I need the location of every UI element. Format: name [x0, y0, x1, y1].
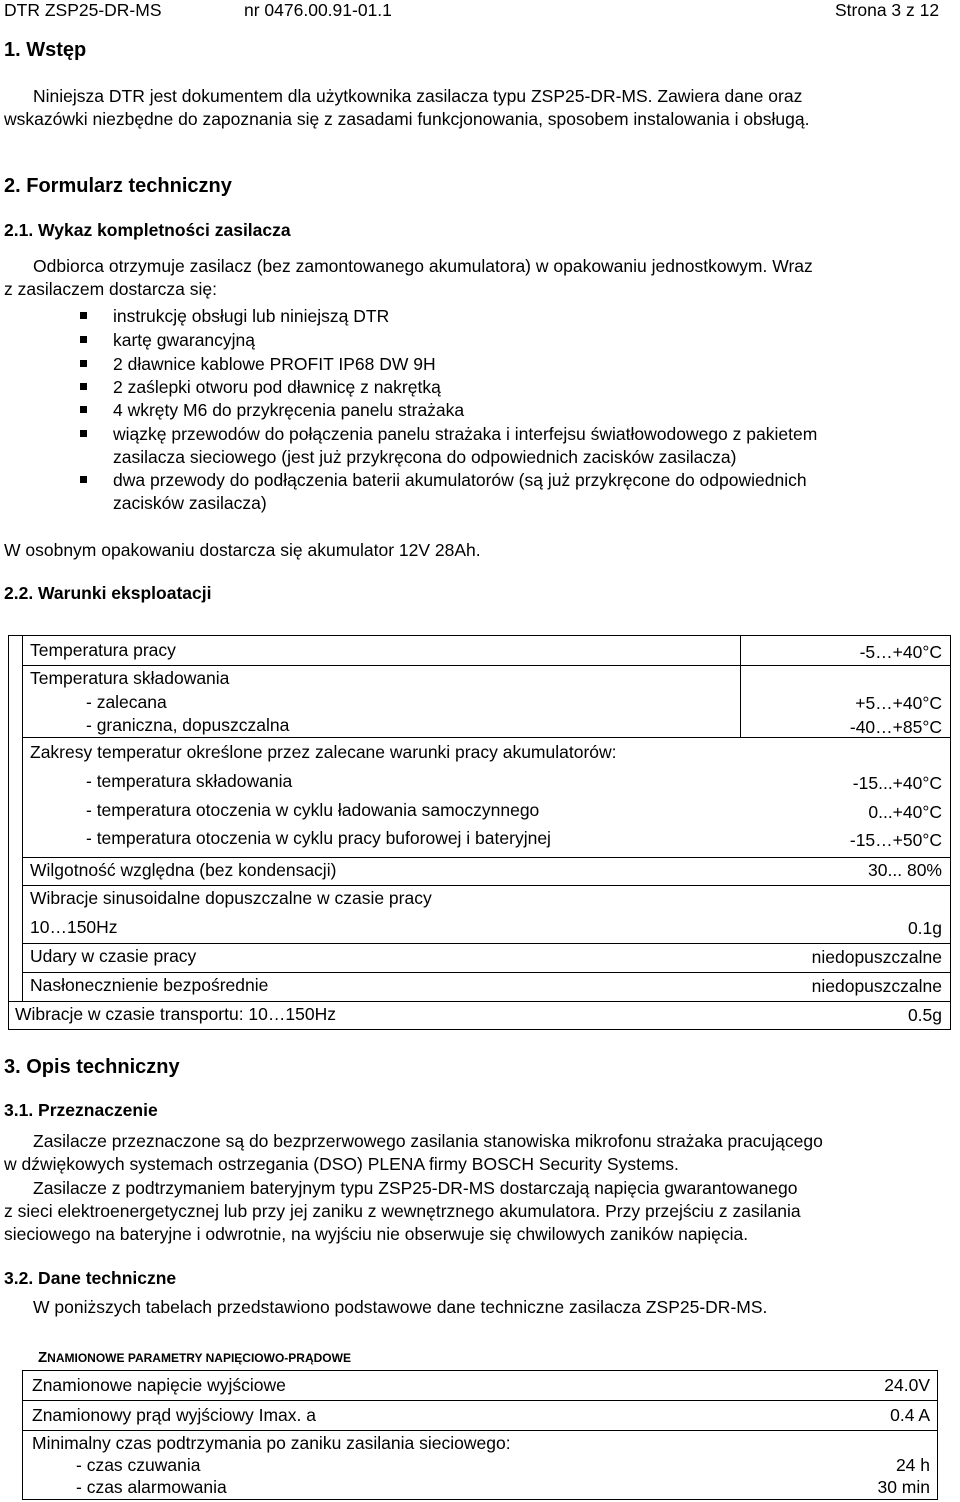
- t-skladowania-value: -15...+40°C: [852, 773, 942, 793]
- czuwania-label: - czas czuwania: [76, 1455, 201, 1475]
- wibracje-transport-value: 0.5g: [907, 1005, 942, 1025]
- graniczna-value: -40…+85°C: [849, 717, 942, 737]
- wibracje-transport-label: Wibracje w czasie transportu: 10…150Hz: [15, 1004, 336, 1024]
- s21-line-1: Odbiorca otrzymuje zasilacz (bez zamontowanego akumulatora) w opakowaniu jednostkowym. Wraz: [33, 256, 813, 276]
- s31-line-1: Zasilacze przeznaczone są do bezprzerwowego zasilania stanowiska mikrofonu strażaka pracującego: [33, 1131, 823, 1151]
- udary-value: niedopuszczalne: [811, 947, 942, 967]
- s31-line-4: z sieci elektroenergetycznej lub przy jej zaniku z wewnętrznego akumulatora. Przy przejściu z zasilania: [4, 1201, 801, 1221]
- alarmowania-value: 30 min: [877, 1477, 930, 1497]
- section-1-heading: 1. Wstęp: [4, 39, 87, 61]
- zakresy-label: Zakresy temperatur określone przez zalecane warunki pracy akumulatorów:: [30, 742, 617, 762]
- temp-pracy-label: Temperatura pracy: [30, 640, 176, 660]
- wilgotnosc-label: Wilgotność względna (bez kondensacji): [30, 860, 337, 880]
- list-item-continuation: zasilacza sieciowego (jest już przykręcona do odpowiednich zacisków zasilacza): [113, 447, 737, 467]
- section-2-heading: 2. Formularz techniczny: [4, 175, 232, 197]
- alarmowania-label: - czas alarmowania: [76, 1477, 227, 1497]
- s31-line-5: sieciowego na bateryjne i odwrotnie, na wyjściu nie obserwuje się chwilowych zaników napięcia.: [4, 1224, 749, 1244]
- bullet-icon: [80, 383, 87, 390]
- bullet-icon: [80, 336, 87, 343]
- wibracje-value: 0.1g: [907, 918, 942, 938]
- graniczna-label: - graniczna, dopuszczalna: [86, 715, 290, 735]
- min-czas-label: Minimalny czas podtrzymania po zaniku zasilania sieciowego:: [32, 1433, 511, 1453]
- t-otoczenia-ladowania-label: - temperatura otoczenia w cyklu ładowania samoczynnego: [86, 800, 540, 820]
- wibracje-freq-label: 10…150Hz: [30, 917, 118, 937]
- section-2-1-heading: 2.1. Wykaz kompletności zasilacza: [4, 220, 291, 240]
- zalecana-value: +5…+40°C: [855, 693, 942, 713]
- list-item: wiązkę przewodów do połączenia panelu strażaka i interfejsu światłowodowego z pakietem: [113, 424, 818, 444]
- header-page: Strona 3 z 12: [835, 0, 940, 20]
- t-otoczenia-buforowej-label: - temperatura otoczenia w cyklu pracy buforowej i bateryjnej: [86, 828, 551, 848]
- s31-line-3: Zasilacze z podtrzymaniem bateryjnym typu ZSP25-DR-MS dostarczają napięcia gwarantowanego: [33, 1178, 798, 1198]
- list-item: 2 zaślepki otworu pod dławnicę z nakrętką: [113, 377, 441, 397]
- napiecie-label: Znamionowe napięcie wyjściowe: [32, 1375, 286, 1395]
- udary-label: Udary w czasie pracy: [30, 946, 197, 966]
- zalecana-label: - zalecana: [86, 692, 167, 712]
- section-3-heading: 3. Opis techniczny: [4, 1056, 180, 1078]
- prad-label: Znamionowy prąd wyjściowy Imax. a: [32, 1405, 316, 1425]
- header-doc: DTR ZSP25-DR-MS: [4, 0, 162, 20]
- intro-line-1: Niniejsza DTR jest dokumentem dla użytkownika zasilacza typu ZSP25-DR-MS. Zawiera dane oraz: [33, 86, 803, 106]
- s31-line-2: w dźwiękowych systemach ostrzegania (DSO) PLENA firmy BOSCH Security Systems.: [4, 1154, 679, 1174]
- list-item: 4 wkręty M6 do przykręcenia panelu strażaka: [113, 400, 465, 420]
- list-item: kartę gwarancyjną: [113, 330, 256, 350]
- bullet-icon: [80, 312, 87, 319]
- czuwania-value: 24 h: [895, 1455, 930, 1475]
- list-item: instrukcję obsługi lub niniejszą DTR: [113, 306, 390, 326]
- section-3-1-heading: 3.1. Przeznaczenie: [4, 1100, 158, 1120]
- wibracje-label: Wibracje sinusoidalne dopuszczalne w czasie pracy: [30, 888, 432, 908]
- bullet-icon: [80, 360, 87, 367]
- temp-pracy-value: -5…+40°C: [859, 642, 942, 662]
- s21-battery-note: W osobnym opakowaniu dostarcza się akumulator 12V 28Ah.: [4, 540, 481, 560]
- s21-line-2: z zasilaczem dostarcza się:: [4, 279, 217, 299]
- naslonecznienie-value: niedopuszczalne: [811, 976, 942, 996]
- napiecie-value: 24.0V: [884, 1375, 930, 1395]
- list-item-continuation: zacisków zasilacza): [113, 493, 267, 513]
- t-otoczenia-buforowej-value: -15…+50°C: [849, 830, 942, 850]
- intro-line-2: wskazówki niezbędne do zapoznania się z zasadami funkcjonowania, sposobem instalowania i obsługą.: [4, 109, 810, 129]
- prad-value: 0.4 A: [890, 1405, 930, 1425]
- list-item: dwa przewody do podłączenia baterii akumulatorów (są już przykręcone do odpowiednich: [113, 470, 807, 490]
- t-otoczenia-ladowania-value: 0...+40°C: [868, 802, 942, 822]
- bullet-icon: [80, 476, 87, 483]
- list-item: 2 dławnice kablowe PROFIT IP68 DW 9H: [113, 354, 436, 374]
- wilgotnosc-value: 30... 80%: [868, 860, 942, 880]
- table-title: ZNAMIONOWE PARAMETRY NAPIĘCIOWO-PRĄDOWE: [38, 1349, 351, 1366]
- bullet-icon: [80, 406, 87, 413]
- t-skladowania-label: - temperatura składowania: [86, 771, 293, 791]
- bullet-icon: [80, 430, 87, 437]
- s32-intro: W poniższych tabelach przedstawiono podstawowe dane techniczne zasilacza ZSP25-DR-MS.: [33, 1297, 768, 1317]
- naslonecznienie-label: Nasłonecznienie bezpośrednie: [30, 975, 269, 995]
- section-3-2-heading: 3.2. Dane techniczne: [4, 1268, 177, 1288]
- temp-skladowania-label: Temperatura składowania: [30, 668, 230, 688]
- section-2-2-heading: 2.2. Warunki eksploatacji: [4, 583, 212, 603]
- header-nr: nr 0476.00.91-01.1: [244, 0, 392, 20]
